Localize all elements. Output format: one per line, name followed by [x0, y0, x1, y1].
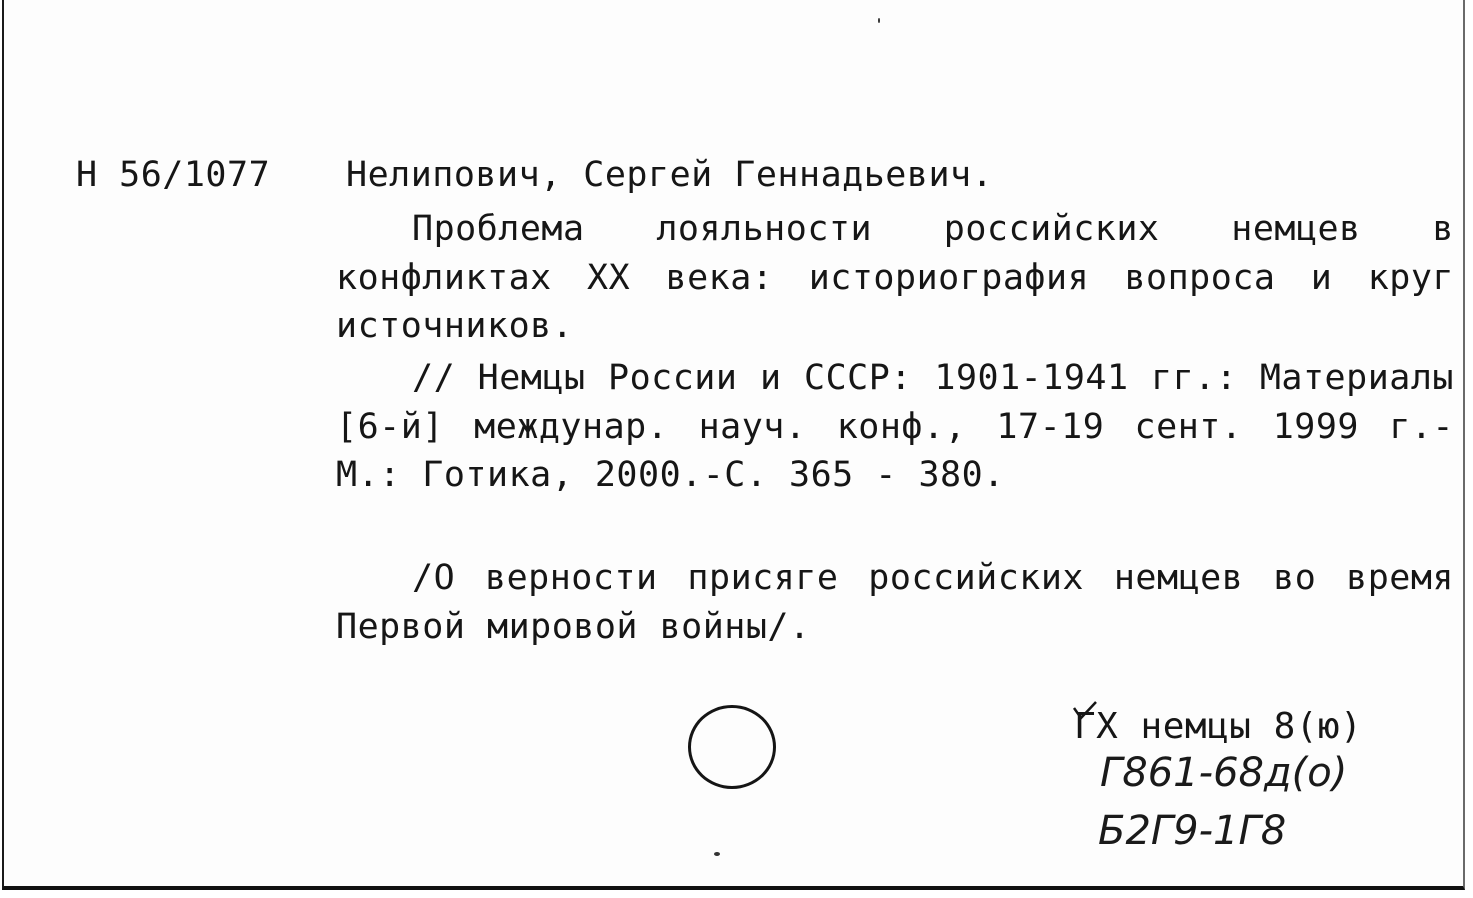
author-heading: Нелипович, Сергей Геннадьевич.	[346, 155, 994, 195]
punch-hole-circle	[688, 705, 776, 789]
title-paragraph: Проблема лояльности российских немцев в конфликтах XX века: историография вопроса и круг источников.	[336, 209, 1454, 346]
annotation-paragraph: /О верности присяге российских немцев во время Первой мировой войны/.	[336, 558, 1454, 647]
ink-speck	[714, 852, 720, 856]
shelfmark: Н 56/1077	[76, 155, 271, 195]
handwritten-code-2: Б2Г9-1Г8	[1098, 808, 1287, 854]
classification-note: ГХ немцы 8(ю)	[1074, 706, 1363, 747]
handwritten-code-1: Г861-68д(о)	[1100, 750, 1348, 796]
ink-speck	[878, 18, 880, 23]
catalog-card	[2, 0, 1465, 890]
source-paragraph: // Немцы России и СССР: 1901-1941 гг.: Материалы [6-й] междунар. науч. конф., 17-19 сент. 1999 г.- М.: Готика, 2000.-С. 365 - 380.	[336, 358, 1454, 495]
